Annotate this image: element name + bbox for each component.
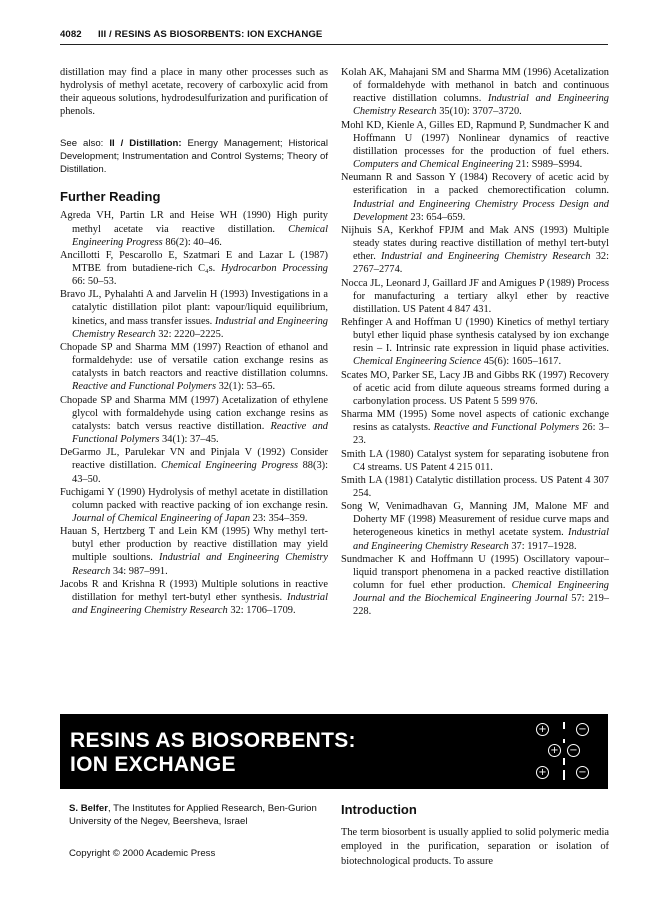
membrane-bar-icon (563, 770, 565, 780)
left-column (60, 66, 328, 617)
header-rule (60, 44, 608, 45)
membrane-bar-icon (563, 722, 565, 729)
author-affiliation (69, 802, 324, 829)
reference-entry (341, 119, 609, 172)
reference-text: Smith LA (1980) Catalyst system for separating isobutene fron C4 streams. US Patent 4 215 011. (341, 448, 609, 473)
reference-volume-pages: 23: 354–359. (250, 512, 308, 524)
reference-volume-pages: 32: 2767–2774. (353, 251, 609, 276)
reference-journal: Reactive and Functional Polymers (433, 422, 580, 434)
minus-ion-icon: − (576, 723, 589, 736)
plus-ion-icon: + (536, 723, 549, 736)
reference-journal: Industrial and Engineering Chemistry Process Design and Development (353, 198, 609, 223)
reference-text: Nijhuis SA, Kerkhof FPJM and Mak ANS (1993) Multiple steady states during reactive distillation of methyl tert-butyl ether. (341, 224, 609, 263)
reference-list-left (60, 209, 328, 617)
reference-journal: Hydrocarbon Processing (220, 263, 328, 275)
reference-volume-pages: 45(6): 1605–1617. (481, 356, 562, 368)
reference-text: Hauan S, Hertzberg T and Lein KM (1995) Why methyl tert-butyl ether production by reactive distillation may yield multiple soultions. (60, 526, 328, 564)
reference-entry (60, 394, 328, 447)
minus-ion-icon: − (567, 744, 580, 757)
reference-list-right (341, 66, 609, 619)
reference-text: DeGarmo JL, Parulekar VN and Pinjala V (1992) Consider reactive distillation. (60, 447, 328, 472)
article-title-line-1: RESINS AS BIOSORBENTS: (70, 729, 356, 752)
reference-volume-pages: 88(3): 43–50. (72, 460, 328, 485)
reference-entry (341, 553, 609, 619)
reference-volume-pages: 34: 987–991. (110, 565, 168, 577)
reference-entry (341, 500, 609, 553)
reference-volume-pages: 26: 3–23. (353, 422, 609, 447)
reference-entry (60, 341, 328, 394)
reference-journal: Computers and Chemical Engineering (353, 159, 514, 171)
membrane-bar-icon (563, 739, 565, 743)
reference-text: Kolah AK, Mahajani SM and Sharma MM (1996) Acetalization of formaldehyde with methanol in batch and continuous reactive distillation columns. (341, 67, 609, 105)
reference-text: Chopade SP and Sharma MM (1997) Reaction of ethanol and formaldehyde: use of versatile cation exchange resins as catalysts in batch reactors and reactive distillation columns. (60, 341, 328, 380)
reference-journal: Chemical Engineering Science (353, 356, 482, 368)
reference-volume-pages: 57: 219–228. (353, 593, 609, 618)
reference-entry (341, 448, 609, 474)
reference-entry (60, 288, 328, 341)
reference-journal: Industrial and Engineering Chemistry Research (353, 527, 609, 552)
reference-journal: Chemical Engineering Progress (161, 460, 299, 472)
reference-journal: Industrial and Engineering Chemistry Research (72, 315, 328, 340)
reference-entry (60, 446, 328, 485)
reference-text: Chopade SP and Sharma MM (1997) Acetalization of ethylene glycol with formaldehyde using cation exchange resins as catalysts: batch versus reactive distillation. (60, 394, 328, 432)
reference-text: Neumann R and Sasson Y (1984) Recovery of acetic acid by esterification in a packed chemorectification column. (341, 172, 609, 197)
article-title (70, 729, 356, 777)
reference-entry (341, 369, 609, 408)
running-head (60, 29, 608, 45)
running-title: III / RESINS AS BIOSORBENTS: ION EXCHANGE (98, 29, 323, 40)
reference-volume-pages: 34(1): 37–45. (159, 434, 219, 446)
reference-volume-pages: 35(10): 3707–3720. (436, 106, 522, 118)
reference-journal: Journal of Chemical Engineering of Japan (72, 512, 251, 524)
reference-entry (60, 525, 328, 578)
article-title-line-2: ION EXCHANGE (70, 753, 236, 776)
author-name: S. Belfer (69, 803, 108, 814)
reference-text: Bravo JL, Pyhalahti A and Jarvelin H (1993) Investigations in a catalytic distillation pilot plant: vapour/liquid equilibrium, kinetics, and mass transfer issues. (60, 289, 328, 327)
affiliation-text: , The Institutes for Applied Research, Ben-Gurion University of the Negev, Beersheva, Israel (69, 803, 317, 828)
reference-volume-pages: 86(2): 40–46. (162, 236, 222, 248)
reference-text: Mohl KD, Kienle A, Gilles ED, Rapmund P, Sundmacher K and Hoffmann U (1997) Nonlinear dynamics of reactive distillation processes for the production of fuel ethers. (341, 119, 609, 157)
reference-text: Nocca JL, Leonard J, Gaillard JF and Amigues P (1989) Process for manufacturing a tertiary alkyl ether by reactive distillation. US Patent 4 847 431. (341, 277, 609, 315)
reference-volume-pages: 32: 2220–2225. (155, 328, 224, 340)
reference-text: Agreda VH, Partin LR and Heise WH (1990) High purity methyl acetate via reactive distillation. (60, 210, 328, 235)
article-title-banner (60, 714, 608, 789)
reference-text: Song W, Venimadhavan G, Manning JM, Malone MF and Doherty MF (1998) Measurement of residue curve maps and heterogeneous kinetics in methyl acetate system. (341, 501, 609, 539)
reference-entry (341, 408, 609, 447)
see-also-section: II / Distillation: (109, 137, 182, 149)
reference-volume-pages: 23: 654–659. (407, 211, 466, 223)
see-also-links[interactable]: Energy Management; Historical Development; Instrumentation and Control Systems; Theory of Distillation. (60, 137, 329, 176)
reference-entry (60, 209, 328, 248)
reference-text: Sharma MM (1995) Some novel aspects of cationic exchange resins as catalysts. (341, 409, 609, 434)
continuation-paragraph: distillation may find a place in many other processes such as hydrolysis of methyl acetate, recovery of carboxylic acid from their aqueous solutions, hydrodesulfurization and purification of phenols. (60, 67, 328, 118)
right-column (341, 66, 609, 619)
reference-entry (341, 224, 609, 277)
see-also-label: See also: (60, 137, 104, 149)
reference-journal: Chemical Engineering Progress (72, 223, 328, 248)
reference-volume-pages: 32(1): 53–65. (215, 381, 276, 393)
reference-journal: Reactive and Functional Polymers (72, 381, 216, 393)
reference-journal: Industrial and Engineering Chemistry Research (72, 552, 328, 577)
reference-text: Sundmacher K and Hoffmann U (1995) Oscillatory vapour–liquid transport phenomena in a packed reactive distillation column for fuel ether production. (341, 553, 609, 592)
reference-entry (60, 486, 328, 525)
introduction-paragraph: The term biosorbent is usually applied to solid polymeric media employed in the purification, separation or isolation of biotechnological products. To assure (341, 827, 609, 867)
reference-entry (341, 474, 609, 500)
ion-exchange-icon (530, 720, 600, 784)
reference-text: Jacobs R and Krishna R (1993) Multiple solutions in reactive distillation for methyl tert-butyl ether synthesis. (60, 578, 328, 603)
membrane-bar-icon (563, 758, 565, 765)
reference-text: Smith LA (1981) Catalytic distillation process. US Patent 4 307 254. (341, 474, 609, 499)
minus-ion-icon: − (576, 766, 589, 779)
plus-ion-icon: + (536, 766, 549, 779)
reference-volume-pages: 37: 1917–1928. (508, 540, 577, 552)
plus-ion-icon: + (548, 744, 561, 757)
further-reading-heading: Further Reading (60, 189, 161, 205)
reference-entry (341, 171, 609, 224)
copyright-notice: Copyright © 2000 Academic Press (69, 848, 216, 859)
reference-volume-pages: 21: S989–S994. (513, 159, 583, 171)
reference-text: Scates MO, Parker SE, Lacy JB and Gibbs RK (1997) Recovery of acetic acid from dilute aqueous streams formed during a carbonylation process. US Patent 5 599 976. (341, 369, 609, 407)
see-also (60, 137, 328, 177)
reference-text: Rehfinger A and Hoffman U (1990) Kinetics of methyl tertiary butyl ether liquid phase synthesis catalysed by ion exchange resin – I. Intrinsic rate expression in liquid phase activities. (341, 316, 609, 355)
reference-journal: Industrial and Engineering Chemistry Research (380, 251, 591, 263)
reference-volume-pages: 66: 50–53. (72, 276, 117, 288)
reference-journal: Industrial and Engineering Chemistry Research (353, 93, 609, 118)
reference-journal: Chemical Engineering Journal and the Biochemical Engineering Journal (353, 580, 609, 605)
reference-entry (341, 277, 609, 316)
reference-journal: Reactive and Functional Polymers (72, 420, 328, 446)
reference-entry (60, 249, 328, 288)
reference-text: Ancillotti F, Pescarollo E, Szatmari E and Lazar L (1987) MTBE from butadiene-rich C₄s. (60, 249, 328, 275)
reference-journal: Industrial and Engineering Chemistry Research (72, 591, 328, 617)
reference-entry (341, 316, 609, 369)
introduction-heading: Introduction (341, 802, 417, 817)
reference-text: Fuchigami Y (1990) Hydrolysis of methyl acetate in distillation column packed with reactive packing of ion exchange resin. (60, 486, 328, 511)
page-number: 4082 (60, 29, 82, 40)
reference-volume-pages: 32: 1706–1709. (227, 605, 296, 617)
reference-entry (60, 578, 328, 617)
reference-entry (341, 66, 609, 119)
